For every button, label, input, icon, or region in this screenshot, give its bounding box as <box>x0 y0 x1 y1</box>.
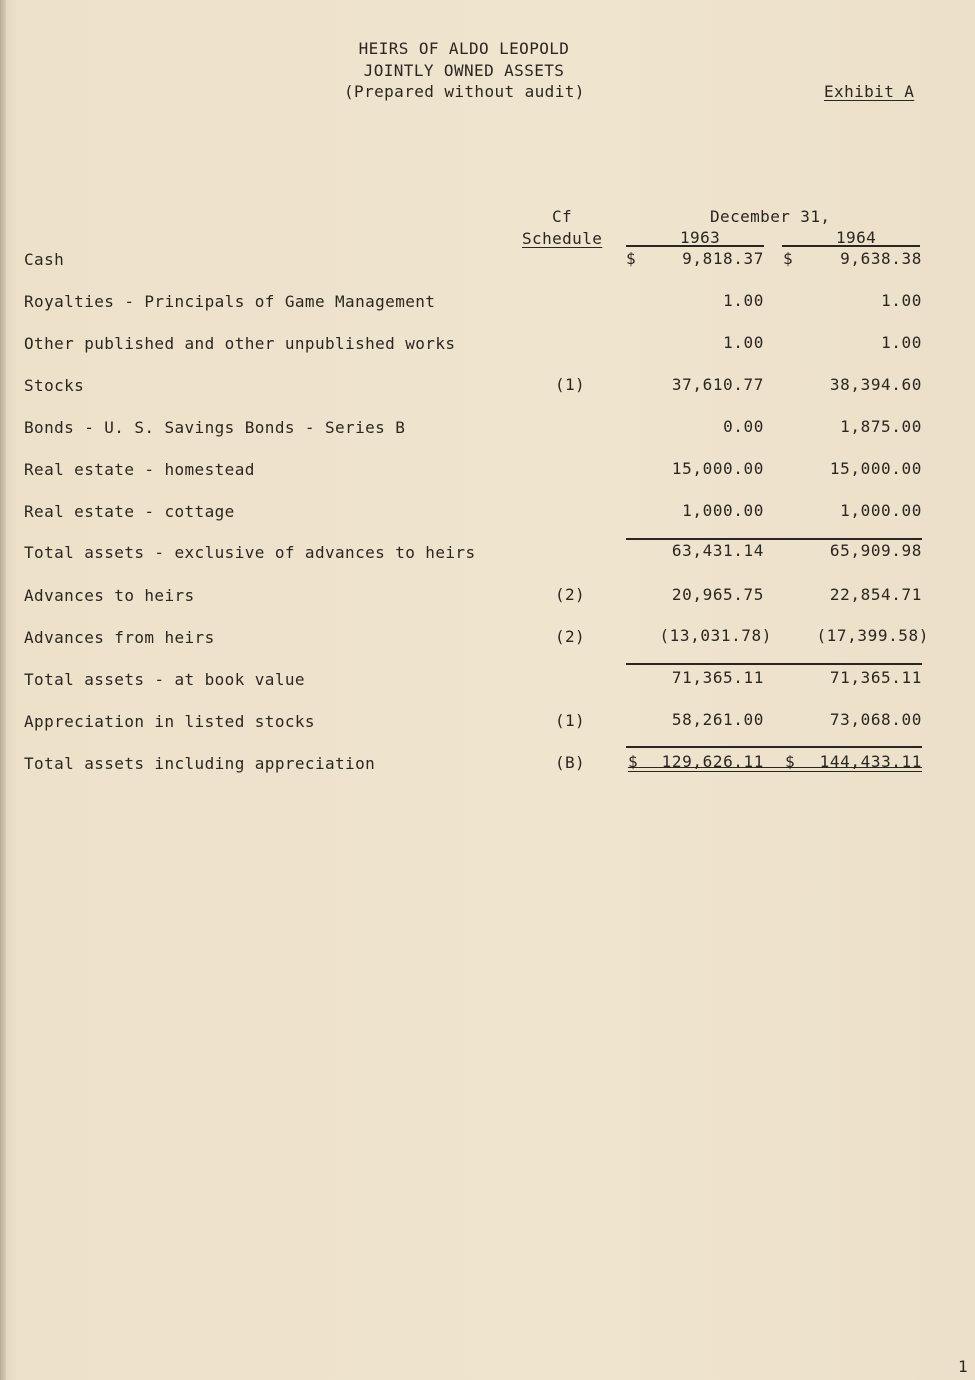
subtotal-rule-2 <box>626 663 922 665</box>
row-label-bonds: Bonds - U. S. Savings Bonds - Series B <box>24 418 406 437</box>
value-1963-total-appreciation: 129,626.11 <box>661 752 764 771</box>
row-label-royalties: Royalties - Principals of Game Management <box>24 292 436 311</box>
row-label-total-appreciation: Total assets including appreciation <box>24 754 376 773</box>
value-1963-appreciation: 58,261.00 <box>671 710 764 729</box>
double-underline-2 <box>628 771 922 772</box>
value-1963-royalties: 1.00 <box>723 291 764 310</box>
row-label-cottage: Real estate - cottage <box>24 502 235 521</box>
currency-1964-total: $ <box>785 752 795 771</box>
value-1963-cash: 9,818.37 <box>682 249 764 268</box>
title-line-3: (Prepared without audit) <box>344 82 585 101</box>
value-1964-appreciation: 73,068.00 <box>829 710 922 729</box>
date-header: December 31, <box>710 207 831 226</box>
cf-header: Cf <box>552 207 573 226</box>
year-1963-header: 1963 <box>680 228 721 247</box>
double-underline-1 <box>628 767 922 768</box>
row-label-homestead: Real estate - homestead <box>24 460 255 479</box>
row-label-cash: Cash <box>24 250 65 269</box>
currency-1963: $ <box>626 249 636 268</box>
exhibit-label: Exhibit A <box>824 82 915 101</box>
value-1964-cash: 9,638.38 <box>840 249 922 268</box>
row-label-other-works: Other published and other unpublished works <box>24 334 456 353</box>
value-1963-other-works: 1.00 <box>723 333 764 352</box>
value-1964-royalties: 1.00 <box>881 291 922 310</box>
row-label-appreciation: Appreciation in listed stocks <box>24 712 315 731</box>
currency-1964: $ <box>783 249 793 268</box>
year-1964-underline <box>782 245 920 247</box>
subtotal-rule-1 <box>626 538 922 540</box>
value-1963-stocks: 37,610.77 <box>671 375 764 394</box>
value-1964-advances-to: 22,854.71 <box>829 585 922 604</box>
row-label-stocks: Stocks <box>24 376 85 395</box>
value-1963-book-value: 71,365.11 <box>671 668 764 687</box>
value-1964-stocks: 38,394.60 <box>829 375 922 394</box>
value-1964-bonds: 1,875.00 <box>840 417 922 436</box>
value-1964-advances-from: (17,399.58) <box>816 626 929 645</box>
year-1964-header: 1964 <box>836 228 877 247</box>
row-label-total-exclusive: Total assets - exclusive of advances to heirs <box>24 543 476 562</box>
value-1964-total-appreciation: 144,433.11 <box>819 752 922 771</box>
currency-1963-total: $ <box>628 752 638 771</box>
schedule-ref-appreciation: (1) <box>554 711 586 730</box>
value-1963-bonds: 0.00 <box>723 417 764 436</box>
title-line-2: JOINTLY OWNED ASSETS <box>363 61 565 80</box>
value-1963-total-exclusive: 63,431.14 <box>671 541 764 560</box>
row-label-advances-to: Advances to heirs <box>24 586 195 605</box>
page-number: 1 <box>958 1357 969 1376</box>
schedule-ref-total-appreciation: (B) <box>554 753 586 772</box>
value-1964-homestead: 15,000.00 <box>829 459 922 478</box>
page-binding-edge <box>0 0 6 1380</box>
total-rule-top <box>626 746 922 748</box>
year-1963-underline <box>626 245 764 247</box>
value-1964-other-works: 1.00 <box>881 333 922 352</box>
schedule-header: Schedule <box>522 229 603 248</box>
schedule-ref-advances-to: (2) <box>554 585 586 604</box>
schedule-ref-advances-from: (2) <box>554 627 586 646</box>
value-1964-total-exclusive: 65,909.98 <box>829 541 922 560</box>
value-1963-advances-to: 20,965.75 <box>671 585 764 604</box>
value-1963-advances-from: (13,031.78) <box>659 626 772 645</box>
row-label-book-value: Total assets - at book value <box>24 670 305 689</box>
value-1964-book-value: 71,365.11 <box>829 668 922 687</box>
title-line-1: HEIRS OF ALDO LEOPOLD <box>358 39 570 58</box>
value-1963-cottage: 1,000.00 <box>682 501 764 520</box>
value-1963-homestead: 15,000.00 <box>671 459 764 478</box>
schedule-ref-stocks: (1) <box>554 375 586 394</box>
row-label-advances-from: Advances from heirs <box>24 628 215 647</box>
value-1964-cottage: 1,000.00 <box>840 501 922 520</box>
